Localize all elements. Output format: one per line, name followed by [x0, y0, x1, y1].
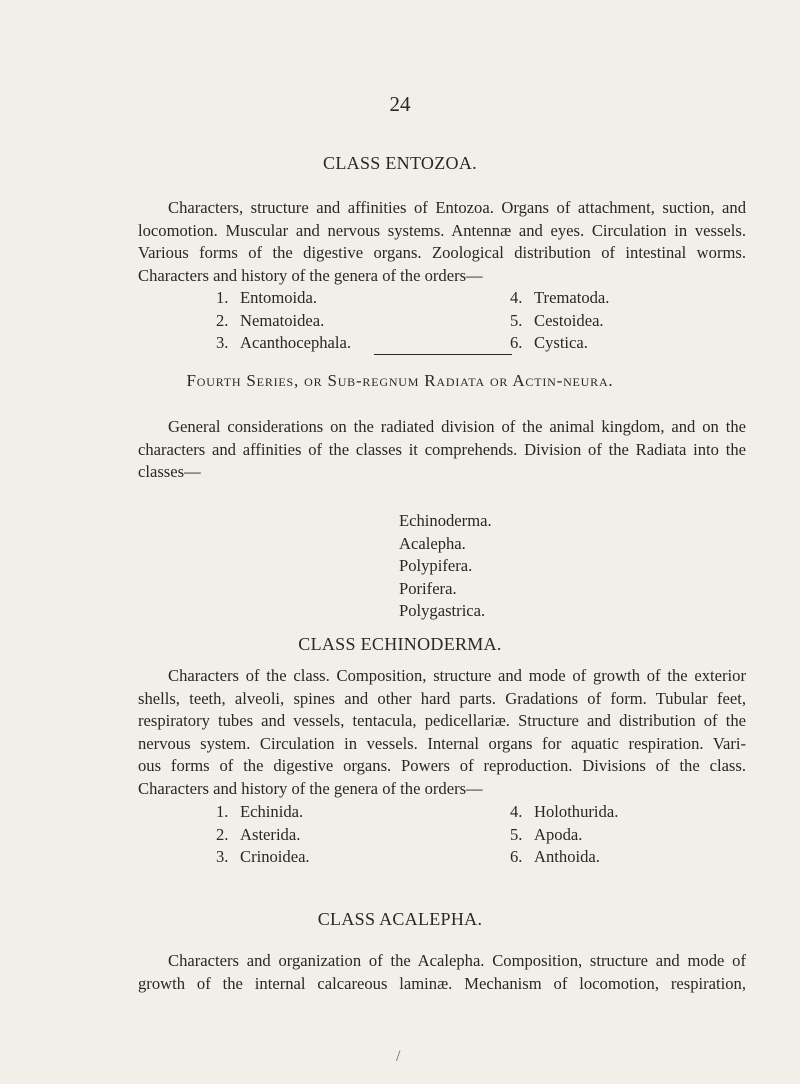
text-line: classes— [138, 462, 201, 481]
order-number: 1. [216, 802, 229, 821]
order-name: Apoda. [534, 824, 583, 844]
order-number: 6. [510, 333, 523, 352]
order-item [510, 332, 609, 355]
order-number: 6. [510, 847, 523, 866]
order-number: 5. [510, 824, 523, 844]
series-heading: Fourth Series, or Sub-regnum Radiata or Actin-neura. [186, 371, 614, 390]
echinoderma-orders-right [510, 801, 618, 869]
order-name: Echinida. [240, 802, 304, 821]
entozoa-orders-right [510, 287, 609, 355]
order-number: 2. [216, 824, 229, 844]
text-line: growth of the internal calcareous laminæ. Mechanism of locomotion, respiration, [138, 973, 746, 993]
order-item [216, 846, 310, 869]
entozoa-orders-left [216, 287, 351, 355]
order-number: 4. [510, 288, 523, 307]
order-name: Acanthocephala. [240, 333, 352, 352]
order-name: Anthoida. [534, 847, 600, 866]
text-line: characters and affinities of the classes it comprehends. Division of the Radiata into the [138, 439, 746, 459]
order-item [216, 801, 310, 824]
order-number: 1. [216, 288, 229, 307]
text-line: respiratory tubes and vessels, tentacula, pedicellariæ. Structure and distribution of the [138, 711, 746, 730]
order-item [510, 310, 609, 333]
entozoa-heading: CLASS ENTOZOA. [323, 153, 477, 173]
order-item [216, 310, 351, 333]
radiata-class-list [399, 510, 492, 623]
list-item: Echinoderma. [399, 511, 492, 530]
order-number: 4. [510, 802, 523, 821]
list-item: Acalepha. [399, 533, 466, 553]
order-item [510, 287, 609, 310]
echinoderma-paragraph [138, 665, 746, 800]
list-item: Polygastrica. [399, 601, 486, 620]
order-item [510, 824, 618, 847]
order-item [216, 287, 351, 310]
order-item [216, 332, 351, 355]
text-line: General considerations on the radiated division of the animal kingdom, and on the [168, 417, 746, 436]
order-number: 3. [216, 333, 229, 352]
text-line: Characters and history of the genera of the orders— [138, 778, 483, 798]
order-name: Asterida. [240, 824, 301, 844]
text-line: Characters, structure and affinities of Entozoa. Organs of attachment, suction, and [168, 198, 746, 217]
echinoderma-orders-left [216, 801, 310, 869]
order-name: Cystica. [534, 333, 588, 352]
footer-mark: / [396, 1048, 401, 1065]
acalepha-heading: CLASS ACALEPHA. [317, 909, 483, 929]
order-name: Nematoidea. [240, 310, 325, 330]
radiata-paragraph [138, 416, 746, 484]
order-name: Entomoida. [240, 288, 317, 307]
section-divider-rule [374, 354, 512, 355]
echinoderma-heading: CLASS ECHINODERMA. [298, 634, 502, 654]
text-line: ous forms of the digestive organs. Powers of reproduction. Divisions of the class. [138, 756, 746, 775]
order-item [216, 824, 310, 847]
order-number: 2. [216, 310, 229, 330]
text-line: Characters of the class. Composition, structure and mode of growth of the exterior [168, 666, 746, 685]
list-item: Porifera. [399, 578, 457, 598]
text-line: nervous system. Circulation in vessels. Internal organs for aquatic respiration. Vari- [138, 733, 746, 753]
acalepha-paragraph [138, 950, 746, 995]
order-item [510, 801, 618, 824]
order-number: 5. [510, 310, 523, 330]
order-item [510, 846, 618, 869]
page-number: 24 [389, 92, 411, 116]
text-line: Various forms of the digestive organs. Zoological distribution of intestinal worms. [138, 243, 746, 262]
order-name: Holothurida. [534, 802, 619, 821]
text-line: shells, teeth, alveoli, spines and other hard parts. Gradations of form. Tubular feet, [138, 688, 746, 708]
text-line: locomotion. Muscular and nervous systems. Antennæ and eyes. Circulation in vessels. [138, 220, 746, 240]
order-name: Cestoidea. [534, 310, 604, 330]
entozoa-paragraph [138, 197, 746, 287]
order-name: Crinoidea. [240, 847, 310, 866]
text-line: Characters and organization of the Acalepha. Composition, structure and mode of [168, 951, 746, 970]
text-line: Characters and history of the genera of the orders— [138, 265, 483, 285]
order-name: Trematoda. [534, 288, 610, 307]
list-item: Polypifera. [399, 556, 473, 575]
order-number: 3. [216, 847, 229, 866]
